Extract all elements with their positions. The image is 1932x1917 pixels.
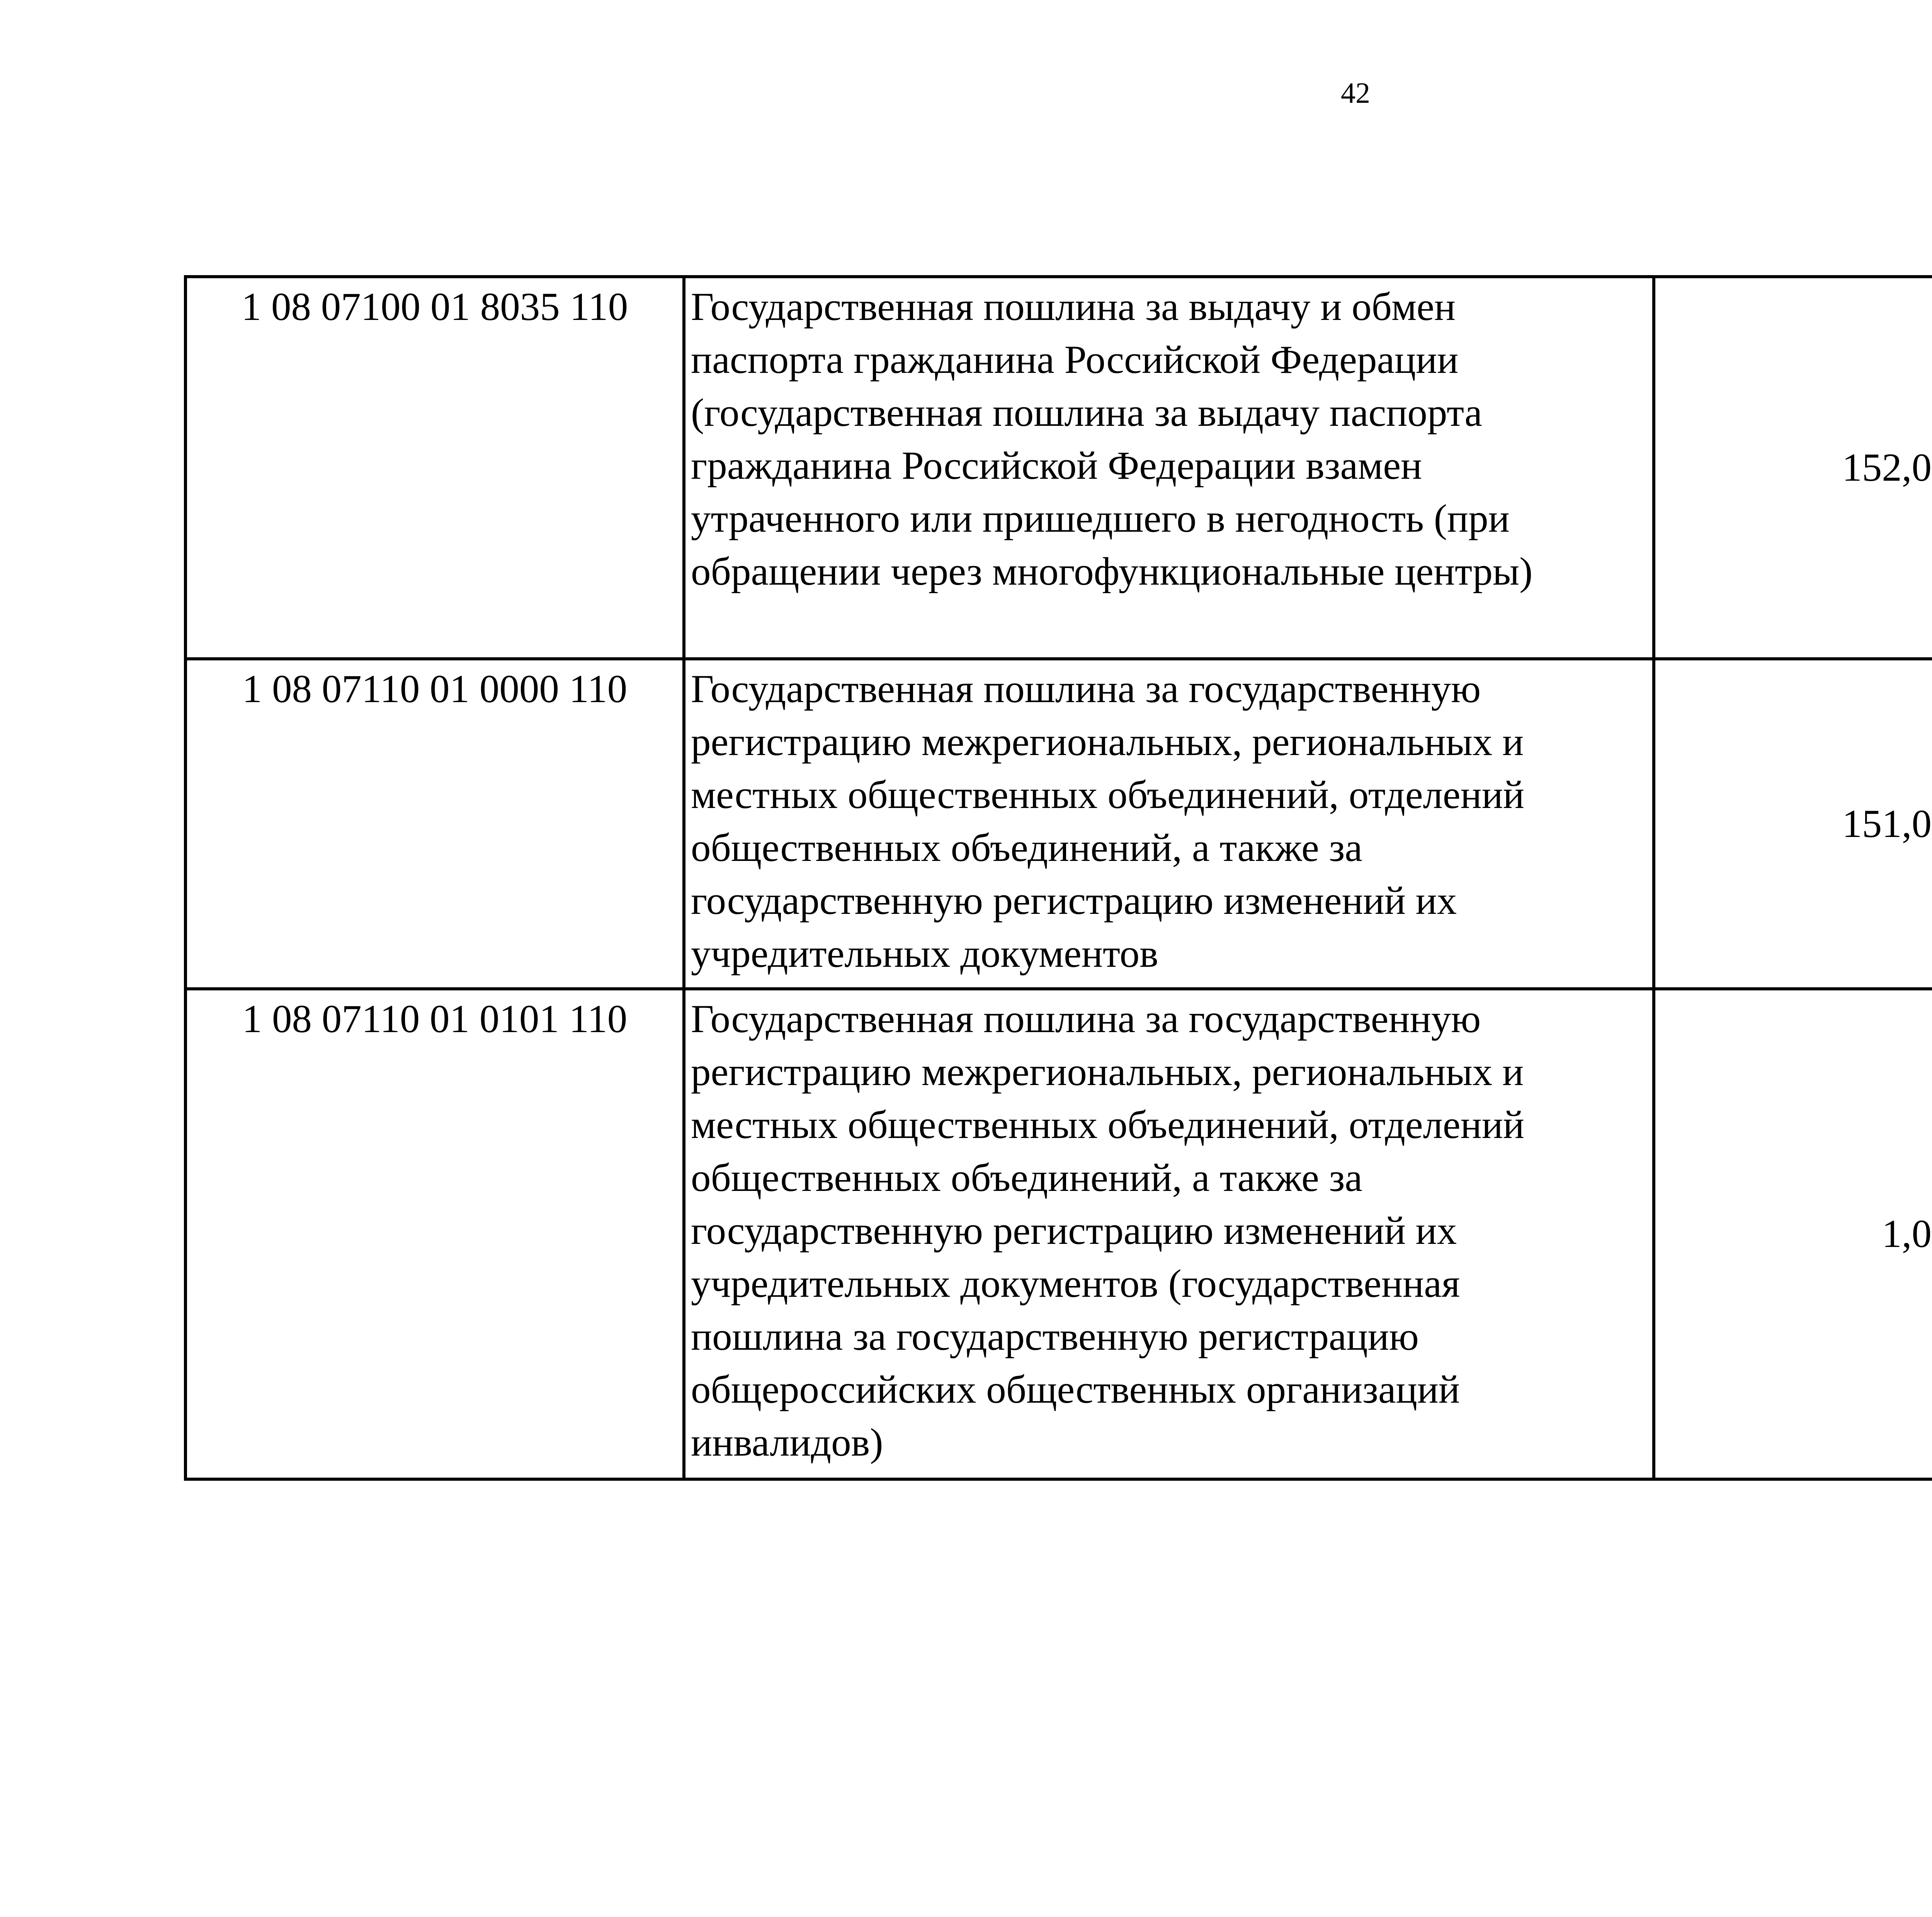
budget-table [184,275,1932,1481]
description-line: Государственная пошлина за государственную [691,997,1481,1041]
table-row [185,277,1932,659]
description-line: пошлина за государственную регистрацию [691,1315,1419,1359]
budget-code-cell: 1 08 07100 01 8035 110 [185,277,684,659]
description-line: Государственная пошлина за государственную [691,667,1481,711]
description-line: инвалидов) [691,1420,883,1465]
description-line: местных общественных объединений, отделений [691,773,1525,817]
description-line: общественных объединений, а также за [691,1156,1363,1200]
table-row [185,989,1932,1479]
budget-code-cell: 1 08 07110 01 0101 110 [185,989,684,1479]
value-cell: 151,0 [1654,659,1932,989]
description-line: Государственная пошлина за выдачу и обмен [691,285,1456,329]
description-line: утраченного или пришедшего в негодность (при [691,497,1510,541]
description-line: гражданина Российской Федерации взамен [691,444,1422,488]
description-cell [684,989,1654,1479]
budget-code-cell: 1 08 07110 01 0000 110 [185,659,684,989]
description-line: учредительных документов (государственная [691,1262,1460,1306]
page-number: 42 [1341,77,1370,109]
description-line: государственную регистрацию изменений их [691,1209,1457,1253]
description-line: регистрацию межрегиональных, региональных и [691,720,1524,764]
description-line: обращении через многофункциональные центры) [691,549,1533,594]
description-line: местных общественных объединений, отделений [691,1103,1525,1147]
value-cell: 152,0 [1654,277,1932,659]
description-line: учредительных документов [691,932,1158,976]
description-cell [684,659,1654,989]
description-line: общероссийских общественных организаций [691,1368,1460,1412]
description-line: регистрацию межрегиональных, региональных и [691,1050,1524,1094]
description-line: государственную регистрацию изменений их [691,879,1457,923]
description-line: паспорта гражданина Российской Федерации [691,338,1459,382]
description-line: общественных объединений, а также за [691,826,1363,870]
table-row [185,659,1932,989]
value-cell: 1,0 [1654,989,1932,1479]
description-cell [684,277,1654,659]
description-line: (государственная пошлина за выдачу паспорта [691,391,1482,435]
